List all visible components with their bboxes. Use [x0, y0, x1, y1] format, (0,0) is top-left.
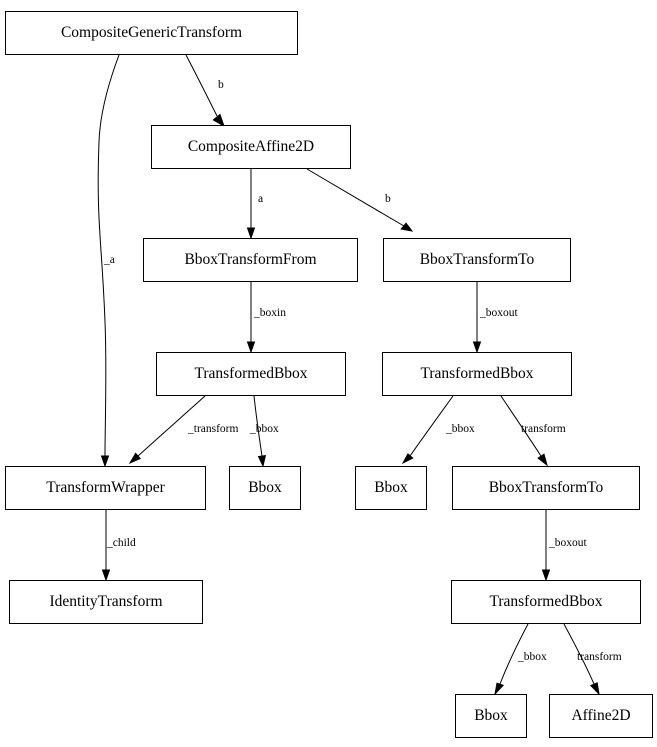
- edge-label-transform-1: transform: [521, 423, 566, 435]
- edge-label-boxout-2: _boxout: [549, 537, 587, 549]
- node-composite-generic-transform[interactable]: CompositeGenericTransform: [5, 11, 298, 55]
- edge-label-a: a: [258, 193, 264, 205]
- node-composite-affine-2d[interactable]: CompositeAffine2D: [151, 125, 351, 169]
- edge-label-a-underscore: _a: [104, 254, 115, 266]
- node-bbox-transform-to[interactable]: BboxTransformTo: [383, 238, 571, 282]
- node-bbox-bottom[interactable]: Bbox: [455, 694, 527, 738]
- edge-label-boxin: _boxin: [254, 307, 286, 319]
- node-bbox-transform-from[interactable]: BboxTransformFrom: [143, 238, 358, 282]
- edge-label-b-1: b: [218, 79, 224, 91]
- edge-label-bbox-2: _bbox: [446, 423, 475, 435]
- edge-label-boxout-1: _boxout: [480, 307, 518, 319]
- node-bbox-middle[interactable]: Bbox: [355, 466, 427, 510]
- edge-label-bbox-1: _bbox: [250, 423, 279, 435]
- node-transformed-bbox-left[interactable]: TransformedBbox: [156, 352, 346, 396]
- node-affine-2d[interactable]: Affine2D: [549, 694, 653, 738]
- edge-label-transform-2: transform: [577, 651, 622, 663]
- node-identity-transform[interactable]: IdentityTransform: [9, 580, 203, 624]
- edge-composite-affine-to-bbox-transform-from: [248, 169, 255, 238]
- node-transformed-bbox-right[interactable]: TransformedBbox: [382, 352, 572, 396]
- edge-composite-affine-to-bbox-transform-to: [307, 169, 412, 231]
- node-bbox-transform-to-2[interactable]: BboxTransformTo: [452, 466, 640, 510]
- edge-label-bbox-3: _bbox: [518, 651, 547, 663]
- edge-label-transform-underscore: _transform: [188, 423, 239, 435]
- node-bbox-left[interactable]: Bbox: [229, 466, 301, 510]
- edge-label-b-2: b: [385, 193, 391, 205]
- edge-label-child: _child: [107, 537, 136, 549]
- node-transformed-bbox-bottom[interactable]: TransformedBbox: [451, 580, 641, 624]
- node-transform-wrapper[interactable]: TransformWrapper: [5, 466, 206, 510]
